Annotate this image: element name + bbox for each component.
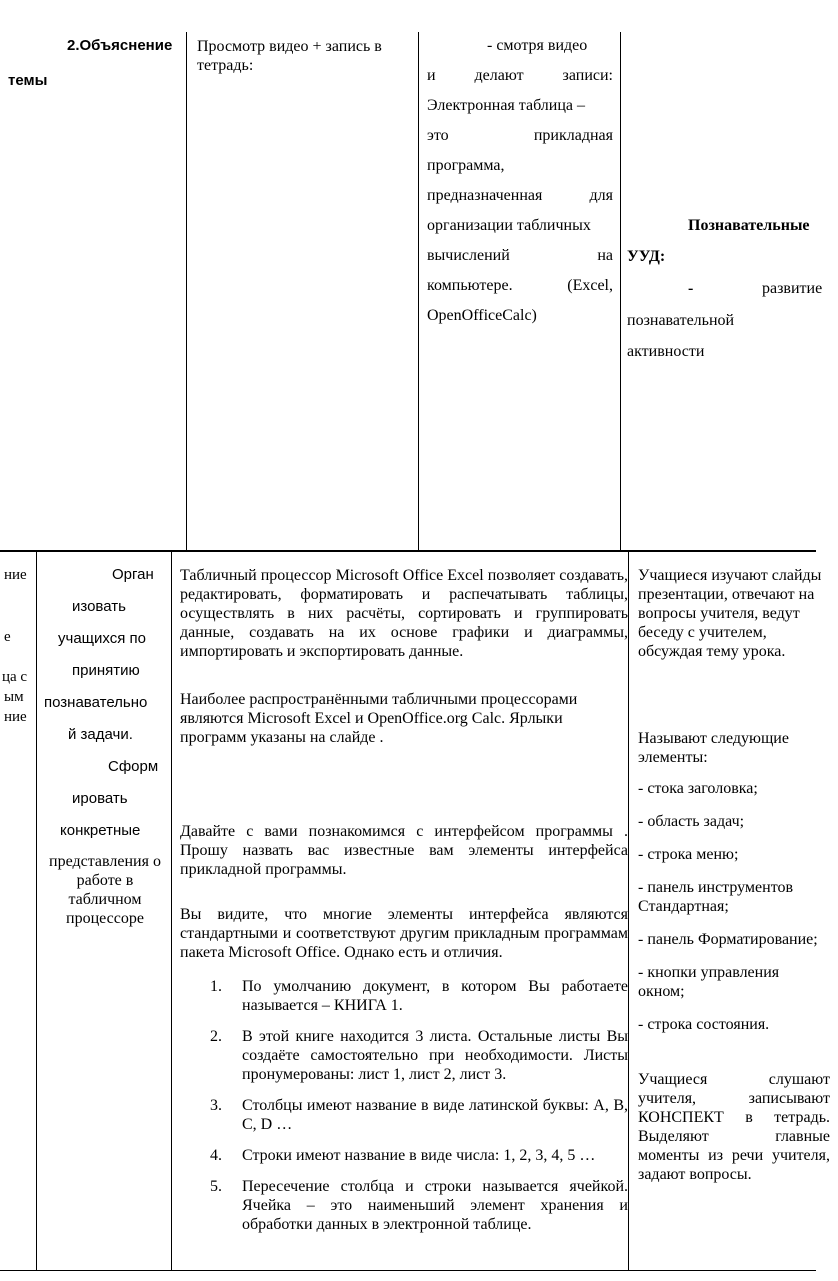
student-line: OpenOfficeCalc) — [427, 307, 537, 324]
teacher-activity-text: Просмотр видео + запись в тетрадь: — [197, 38, 382, 74]
goal-line: Орган — [112, 566, 154, 583]
student-line: и делают записи: — [427, 67, 613, 84]
top-divider-2 — [418, 32, 419, 550]
list-item: 2. В этой книге находится 3 листа. Остальные листы Вы создаёте самостоятельно при необходимости. Листы пронумерованы: лист 1, лист 2, лист 3. — [210, 1028, 628, 1083]
student-names-intro: Называют следующие элементы: — [638, 730, 789, 766]
uud-line: активности — [627, 343, 705, 360]
list-item: - кнопки управления окном; — [638, 964, 780, 1000]
uud-develop: развитие — [762, 280, 823, 297]
goal-line: ировать — [72, 790, 128, 807]
student-paragraph: Учащиеся слушают учителя, записывают КОНСПЕКТ в тетрадь. Выделяют главные моменты из речи учителя, задают вопросы. — [638, 1071, 830, 1183]
student-line: Электронная таблица – — [427, 97, 586, 114]
list-item: - область задач; — [638, 813, 745, 830]
top-divider-1 — [186, 32, 187, 550]
bottom-divider-2 — [171, 551, 172, 1271]
list-item: - панель инструментов Стандартная; — [638, 879, 794, 915]
goal-line: учащихся по — [58, 630, 146, 647]
bottom-divider-3 — [628, 551, 629, 1271]
teacher-paragraph: Вы видите, что многие элементы интерфейса являются стандартными и соответствуют другим прикладным программам пакета Microsoft Office. Однако есть и отличия. — [180, 906, 628, 961]
list-item: 4. Строки имеют название в виде числа: 1, 2, 3, 4, 5 … — [210, 1147, 596, 1164]
goal-line: принятию — [72, 662, 140, 679]
student-line: - смотря видео — [487, 37, 588, 54]
table-bottom-border — [0, 1270, 816, 1271]
list-item: - стока заголовка; — [638, 780, 758, 797]
list-item: 1. По умолчанию документ, в котором Вы работаете называется – КНИГА 1. — [210, 978, 628, 1014]
student-line: компьютере. (Excel, — [427, 277, 613, 294]
stage-title: 2.Объяснение — [67, 37, 173, 54]
student-items — [638, 779, 838, 1034]
top-divider-3 — [620, 32, 621, 550]
goal-line: й задачи. — [68, 726, 133, 743]
list-item: 5. Пересечение столбца и строки называется ячейкой. Ячейка – это наименьший элемент хранения и обработки данных в электронной таблице. — [210, 1178, 628, 1233]
goal-line: изовать — [72, 598, 126, 615]
uud-title: Познавательные — [688, 217, 810, 234]
teacher-paragraph: Наиболее распространёнными табличными процессорами являются Microsoft Excel и OpenOffice.org Calc. Ярлыки программ указаны на слайде . — [180, 691, 578, 746]
student-line: это прикладная — [427, 127, 613, 144]
cut-text: ым — [4, 689, 24, 705]
goal-line: Сформ — [108, 758, 159, 775]
steps-list — [180, 977, 628, 1246]
goal-line: познавательно — [44, 694, 148, 711]
list-item: - строка меню; — [638, 846, 739, 863]
student-line: организации табличных — [427, 217, 591, 234]
cut-text: ние — [4, 709, 27, 725]
list-item: - панель Форматирование; — [638, 931, 818, 948]
student-line: вычислений на — [427, 247, 613, 264]
bottom-divider-1 — [36, 551, 37, 1271]
teacher-paragraph: Давайте с вами познакомимся с интерфейсом программы . Прошу назвать вас известные вам элементы интерфейса прикладной программы. — [180, 823, 628, 878]
row-separator — [0, 550, 816, 552]
list-item: 3. Столбцы имеют название в виде латинской буквы: A, B, C, D … — [210, 1097, 628, 1133]
cut-text: е — [4, 629, 11, 645]
student-paragraph: Учащиеся изучают слайды презентации, отвечают на вопросы учителя, ведут беседу с учителем, обсуждая тему урока. — [638, 567, 822, 660]
goal-line: конкретные — [60, 822, 141, 839]
student-column — [638, 566, 830, 1184]
student-line: программа, — [427, 157, 505, 174]
teacher-paragraph: Табличный процессор Microsoft Office Excel позволяет создавать, редактировать, форматировать и распечатывать таблицы, осуществлять в них расчёты, сортировать и группировать данные, создавать на их основе графики и диаграммы, импортировать и экспортировать данные. — [180, 567, 628, 660]
uud-title-continuation: УУД: — [627, 248, 666, 265]
uud-line: познавательной — [627, 312, 735, 329]
cut-text: ца с — [2, 669, 28, 685]
student-line: предназначенная для — [427, 187, 613, 204]
stage-title-continuation: темы — [8, 72, 48, 89]
cut-text: ние — [4, 567, 27, 583]
uud-dash: - — [688, 280, 694, 297]
list-item: - строка состояния. — [638, 1016, 770, 1033]
goal-line: представления о работе в табличном процессоре — [49, 853, 161, 927]
